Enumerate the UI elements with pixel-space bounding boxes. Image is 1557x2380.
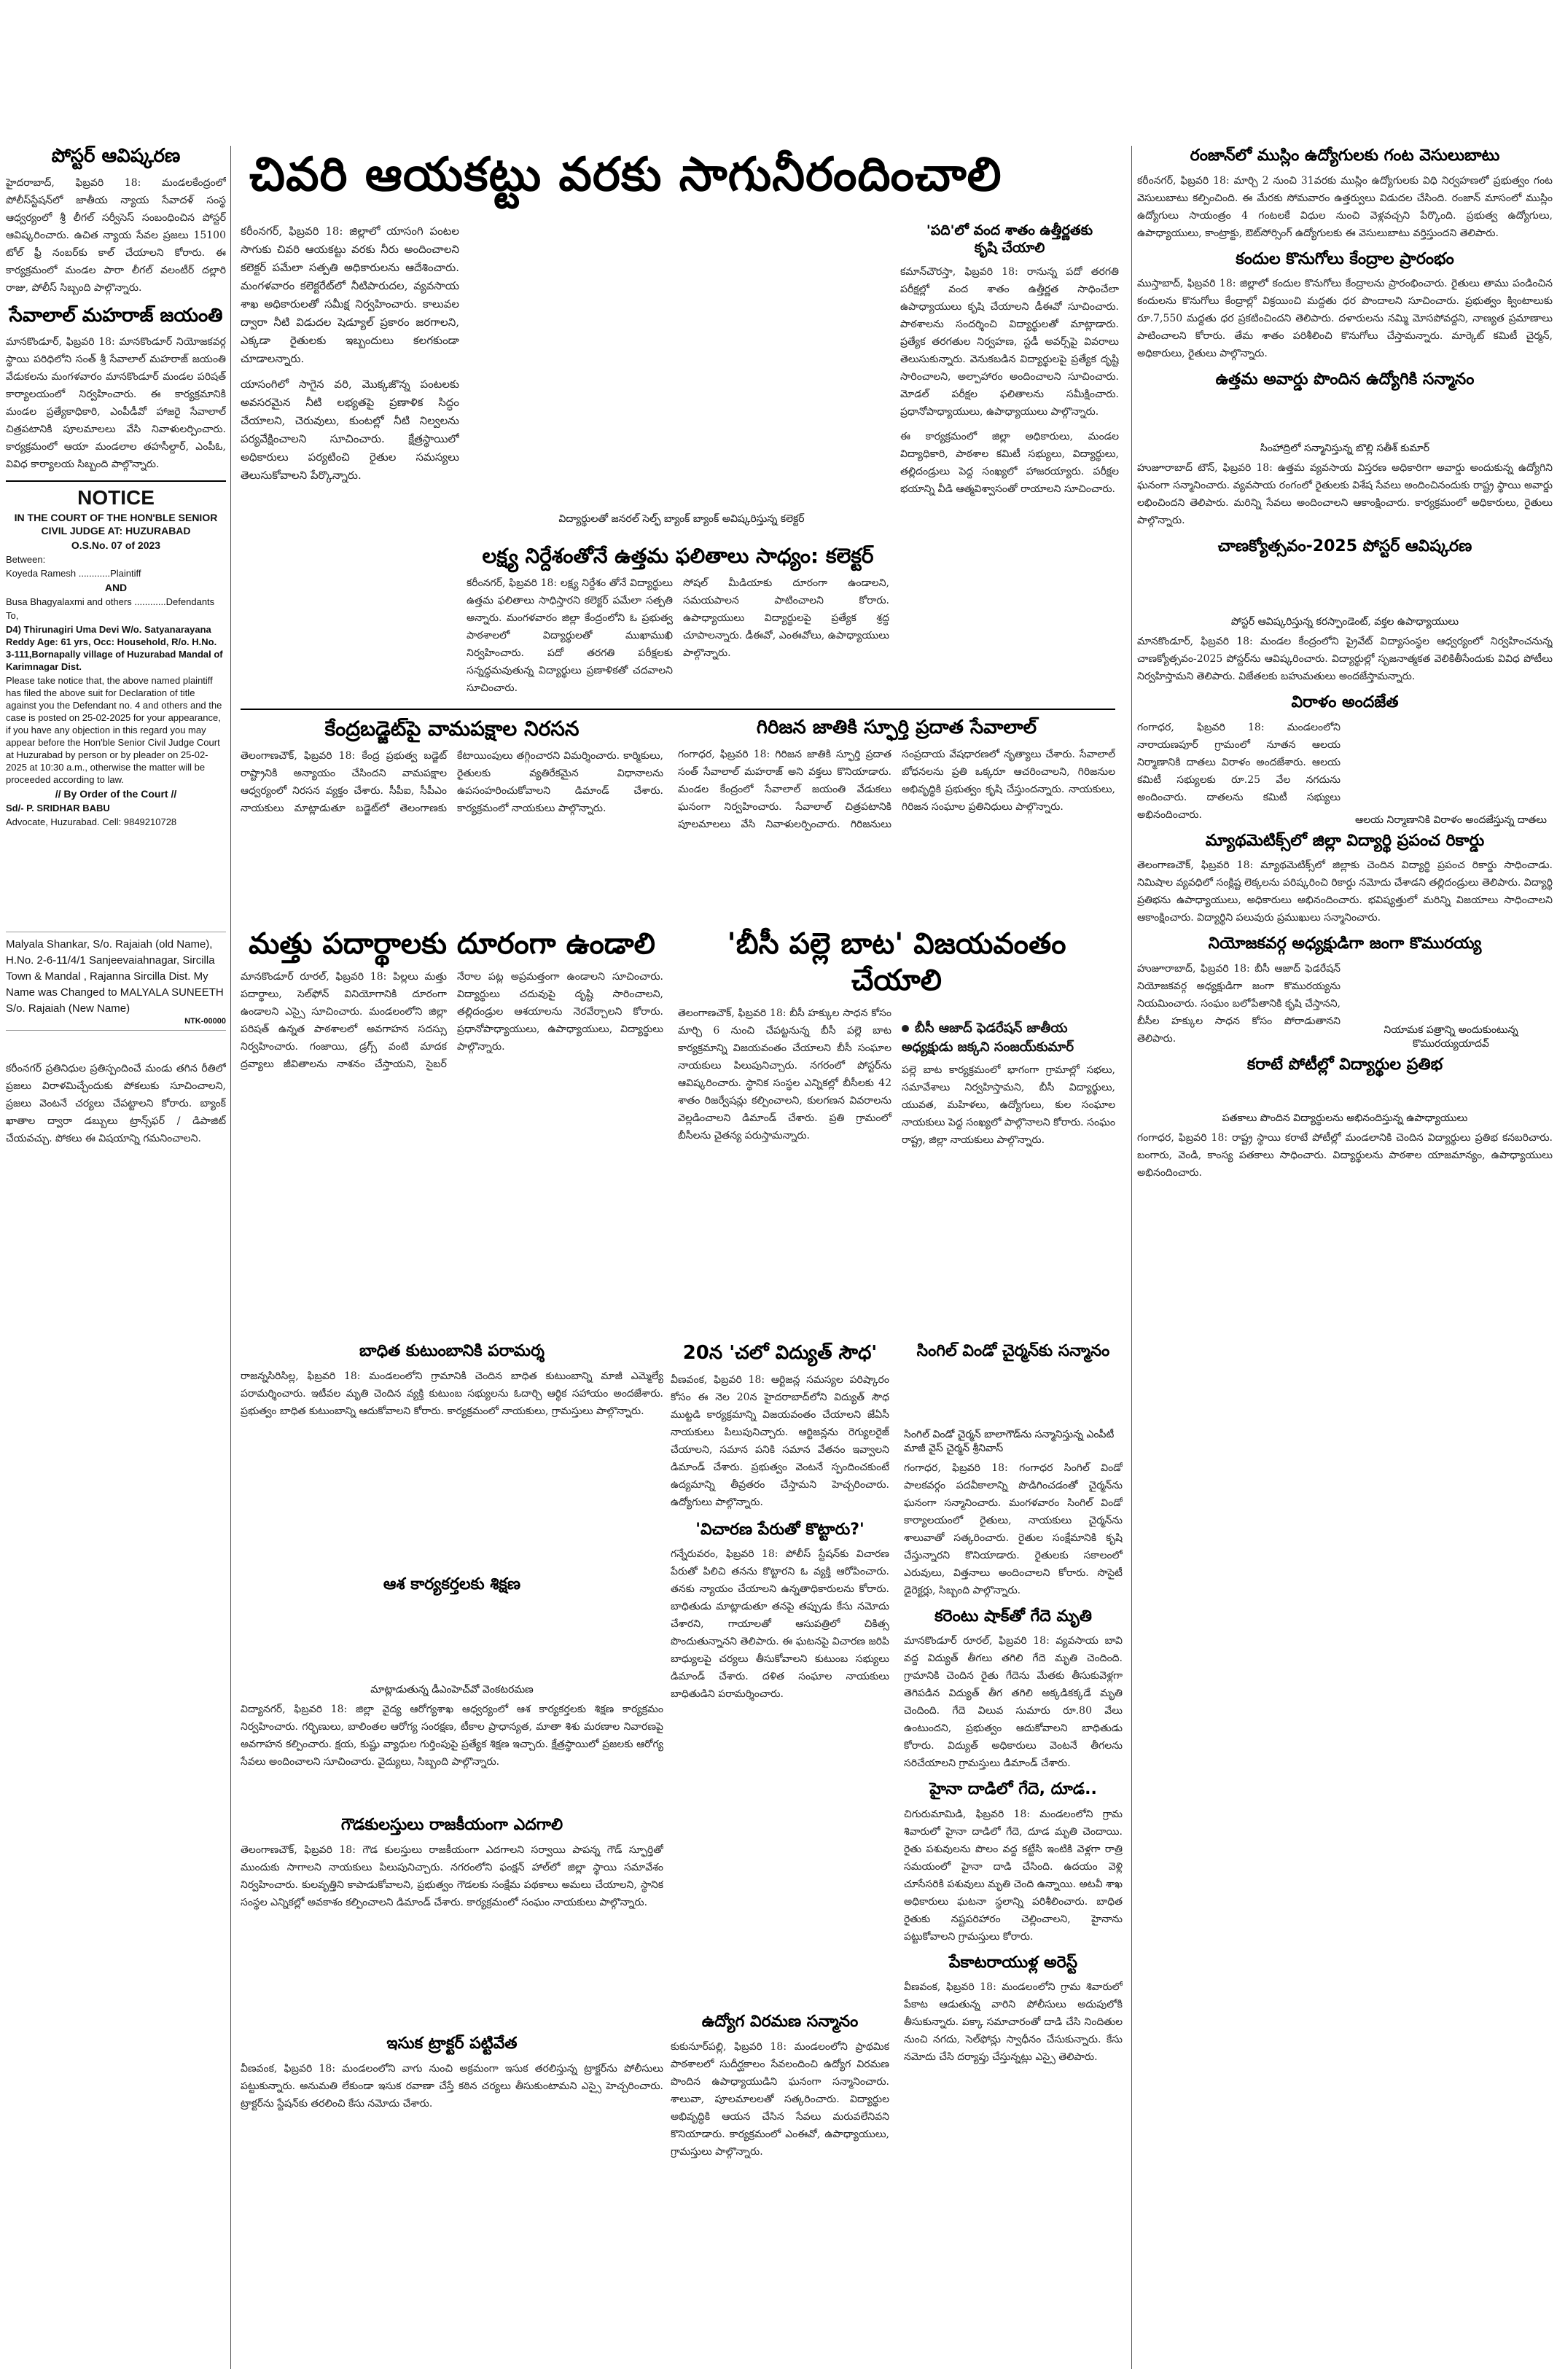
headline-sand-tractor: ఇసుక ట్రాక్టర్ పట్టివేత — [386, 2034, 518, 2053]
collector-article-cols — [467, 574, 889, 704]
bullet-icon — [902, 1025, 909, 1032]
column-asha-training — [241, 1575, 663, 1800]
bc-palle-cols — [678, 1004, 1115, 1156]
lead-image — [474, 222, 889, 514]
headline-karate: కరాటే పోటీల్లో విద్యార్థుల ప్రతిభ — [1246, 1055, 1443, 1074]
best-award-photo — [1137, 396, 1553, 440]
lead-paragraph-2: యాసంగిలో సాగైన వరి, మొక్కజొన్న పంటలకు అవసరమైన నీటి లభ్యతపై ప్రణాళిక సిద్ధం చేయాలని, చెరువులు, కుంటల్లో నీటి నిల్వలను పర్యవేక్షించాలని సూచించారు. క్షేత్రస్థాయిలో అధికారులు పర్యటించి రైతుల సమస్యలు తెలుసుకోవాలని పేర్కొన్నారు. — [241, 378, 459, 482]
article-family-visit: రాజన్నసిరిసిల్ల, ఫిబ్రవరి 18: మండలంలోని గ్రామానికి చెందిన బాధిత కుటుంబాన్ని మాజీ ఎమ్మెల్యే పరామర్శించారు. ఇటీవల మృతి చెందిన వ్యక్తి కుటుంబ సభ్యులను ఓదార్చి ఆర్థిక సహాయం అందజేశారు. ప్రభుత్వం బాధిత కుటుంబాన్ని ఆదుకోవాలని కోరారు. కార్యక్రమంలో నాయకులు, గ్రామస్తులు పాల్గొన్నారు. — [241, 1370, 663, 1417]
column-drugs — [241, 926, 663, 1341]
notice-order: // By Order of the Court // — [55, 788, 177, 800]
article-gouda: తెలంగాణచౌక్, ఫిబ్రవరి 18: గౌడ కులస్తులు రాజకీయంగా ఎదగాలని సర్వాయి పాపన్న గౌడ్ స్ఫూర్తితో ముందుకు సాగాలని నాయకులు పిలుపునిచ్చారు. నగరంలోని ఫంక్షన్ హాల్‌లో జిల్లా స్థాయి సమావేశం నిర్వహించారు. కులవృత్తిని కాపాడుకోవాలని, ప్రభుత్వం గౌడలకు సంక్షేమ పథకాలు అమలు చేయాలని, స్థానిక సంస్థల ఎన్నికల్లో అవకాశం కల్పించాలని డిమాండ్ చేశారు. కార్యక్రమంలో సంఘం నాయకులు పాల్గొన్నారు. — [241, 1843, 663, 1908]
article-collector-goal-a: కరీంనగర్, ఫిబ్రవరి 18: లక్ష్య నిర్దేశం తోనే విద్యార్థులు ఉత్తమ ఫలితాలు సాధిస్తారని కలెక్టర్ పమేలా సత్పతి అన్నారు. మంగళవారం జిల్లా కేంద్రంలోని ఓ ప్రభుత్వ పాఠశాలలో విద్యార్థులతో ముఖాముఖి నిర్వహించారు. పదో తరగతి పరీక్షలకు సన్నద్ధమవుతున్న విద్యార్థులు ప్రణాళికతో చదవాలని సూచించారు. — [467, 577, 673, 694]
headline-sevalal-inspiration: గిరిజన జాతికి స్ఫూర్తి ప్రదాత సేవాలాల్ — [756, 717, 1037, 738]
bc-palle-caption — [902, 1019, 1115, 1057]
name-change-ad — [6, 932, 226, 1031]
headline-gouda: గౌడకులస్తులు రాజకీయంగా ఎదగాలి — [340, 1816, 563, 1834]
notice-advocate: Advocate, Huzurabad. Cell: 9849210728 — [6, 816, 177, 827]
donation-photo-col — [1349, 719, 1553, 831]
headline-collector-goal: లక్ష్య నిర్దేశంతోనే ఉత్తమ ఫలితాలు సాధ్యం: కలెక్టర్ — [482, 544, 874, 568]
lead-caption: విద్యార్థులతో జనరల్ సెల్ఫ్ బ్యాంక్ బ్యాంక్ అవిష్కరిస్తున్న కలెక్టర్ — [558, 513, 805, 525]
constituency-caption: నియామక పత్రాన్ని అందుకుంటున్న కొమురయ్యయాదవ్ — [1384, 1023, 1518, 1050]
chanakyotsavam-caption: పోస్టర్ ఆవిష్కరిస్తున్న కరస్పాండెంట్, వక్తల ఉపాధ్యాయులు — [1230, 616, 1459, 628]
headline-donation: విరాళం అందజేత — [1291, 693, 1399, 711]
article-gamblers-arrest: వీణవంక, ఫిబ్రవరి 18: మండలంలోని గ్రామ శివారులో పేకాట ఆడుతున్న వారిని పోలీసులు అదుపులోకి తీసుకున్నారు. పక్కా సమాచారంతో దాడి చేసి నిందితుల నుంచి నగదు, సెల్‌ఫోన్లు స్వాధీనం చేసుకున్నారు. కేసు నమోదు చేసి దర్యాప్తు చేస్తున్నట్లు ఎస్సై తెలిపారు. — [904, 1981, 1123, 2063]
lead-paragraph-1: కరీంనగర్, ఫిబ్రవరి 18: జిల్లాలో యాసంగి పంటల సాగుకు చివరి ఆయకట్టు వరకు నీరు అందించాలని కలెక్టర్ పమేలా సత్పతి అధికారులను ఆదేశించారు. మంగళవారం కలెక్టరేట్‌లో నీటిపారుదల, వ్యవసాయ శాఖ అధికారులతో సమీక్ష నిర్వహించారు. కాలువల ద్వారా నీటి విడుదల షెడ్యూల్ ప్రకారం జరగాలని, ఎక్కడా రైతులకు ఇబ్బందులు కలగకుండా చూడాలన్నారు. — [241, 225, 459, 365]
column-left — [6, 144, 226, 2375]
column-divider — [230, 146, 231, 2369]
article-tenth-pass-b: ఈ కార్యక్రమంలో జిల్లా అధికారులు, మండల విద్యాధికారి, పాఠశాల కమిటీ సభ్యులు, విద్యార్థులు, తల్లిదండ్రులు పెద్ద సంఖ్యలో హాజరయ్యారు. పరీక్షల భయాన్ని వీడి ఆత్మవిశ్వాసంతో రాయాలని సూచించారు. — [900, 430, 1119, 495]
article-bc-palle: తెలంగాణచౌక్, ఫిబ్రవరి 18: బీసీ హక్కుల సాధన కోసం మార్చి 6 నుంచి చేపట్టనున్న బీసీ పల్లె బాట కార్యక్రమాన్ని విజయవంతం చేయాలని బీసీ సంఘాల నాయకులు పిలుపునిచ్చారు. నగరంలో పోస్టర్‌ను ఆవిష్కరించారు. స్థానిక సంస్థల ఎన్నికల్లో బీసీలకు 42 శాతం రిజర్వేషన్లు కల్పించాలని, కులగణన వివరాలను వెల్లడించాలని డిమాండ్ చేశారు. ప్రతి గ్రామంలో బీసీలను చైతన్య పరుస్తామన్నారు. — [678, 1007, 891, 1142]
headline-tenth-pass-line1: 'పది'లో వంద శాతం ఉత్తీర్ణతకు — [926, 222, 1093, 238]
notice-title: NOTICE — [77, 486, 155, 509]
headline-bc-palle: 'బీసీ పల్లె బాట' విజయవంతం చేయాలి — [727, 927, 1066, 997]
notice-court: IN THE COURT OF THE HON'BLE SENIOR CIVIL JUDGE AT: HUZURABAD — [14, 512, 218, 537]
article-tenth-pass: కమాన్‌చౌరస్తా, ఫిబ్రవరి 18: రానున్న పదో తరగతి పరీక్షల్లో వంద శాతం ఉత్తీర్ణత సాధించేలా ఉపాధ్యాయులు కృషి చేయాలని డీఈవో సూచించారు. పాఠశాలను సందర్శించి విద్యార్థులతో మాట్లాడారు. ప్రత్యేక తరగతుల నిర్వహణ, స్టడీ అవర్స్‌పై వివరాలు తెలుసుకున్నారు. వెనుకబడిన విద్యార్థులపై ప్రత్యేక దృష్టి సారించాలని, అల్పాహారం అందించాలని సూచించారు. మోడల్ పరీక్షల ఫలితాలను సమీక్షించారు. ప్రధానోపాధ్యాయులు, ఉపాధ్యాయులు పాల్గొన్నారు. — [900, 265, 1119, 418]
bc-palle-photo — [902, 1004, 1115, 1019]
single-window-caption: సింగిల్ విండో చైర్మన్ బాలాగౌడ్‌ను సన్మానిస్తున్న ఎంపీటీ మాజీ వైస్ చైర్మన్ శ్రీనివాస్ — [904, 1428, 1115, 1454]
article-sand-tractor: వీణవంక, ఫిబ్రవరి 18: మండలంలోని వాగు నుంచి అక్రమంగా ఇసుక తరలిస్తున్న ట్రాక్టర్‌ను పోలీసులు పట్టుకున్నారు. అనుమతి లేకుండా ఇసుక రవాణా చేస్తే కఠిన చర్యలు తీసుకుంటామని ఎస్సై హెచ్చరించారు. ట్రాక్టర్‌ను స్టేషన్‌కు తరలించి కేసు నమోదు చేశారు. — [241, 2062, 663, 2110]
headline-family-visit: బాధిత కుటుంబానికి పరామర్శ — [359, 1342, 545, 1360]
karate-caption: పతకాలు పొందిన విద్యార్థులను అభినందిస్తున్న ఉపాధ్యాయులు — [1222, 1112, 1468, 1124]
asha-photo — [241, 1601, 663, 1681]
notice-text: Please take notice that, the above named plaintiff has filed the above suit for Declaration of title against you the Defendant no. 4 and others and the case is posted on 25-02-2025 for your appearance, if you have any objection in this regard you may appear before the Hon'ble Senior Civil Judge Court at Huzurabad by person or by pleader on 25-02-2025 at 10:30 a.m., otherwise the matter will be proceeded according to law. — [6, 675, 222, 785]
karate-photo — [1137, 1080, 1553, 1109]
headline-chanakyotsavam: చాణక్యోత్సవం-2025 పోస్టర్ ఆవిష్కరణ — [1217, 537, 1472, 555]
notice-case-number: O.S.No. 07 of 2023 — [71, 539, 161, 551]
article-electric-shock: మానకొండూర్ రూరల్, ఫిబ్రవరి 18: వ్యవసాయ బావి వద్ద విద్యుత్ తీగలు తగిలి గేదె మృతి చెందింది. గ్రామానికి చెందిన రైతు గేదెను మేతకు తీసుకువెళ్లగా తెగిపడిన విద్యుత్ తీగ తగిలి అక్కడికక్కడే మృతి చెందింది. గేదె విలువ సుమారు రూ.80 వేలు ఉంటుందని, ప్రభుత్వం ఆదుకోవాలని బాధితుడు కోరారు. విద్యుత్ అధికారులు వెంటనే తీగలను సరిచేయాలని గ్రామస్తులు డిమాండ్ చేశారు. — [904, 1635, 1123, 1769]
section-divider — [241, 709, 1115, 710]
headline-drugs: మత్తు పదార్థాలకు దూరంగా ఉండాలి — [249, 927, 655, 961]
ad-code: NTK-00000 — [184, 1017, 226, 1026]
column-single-window — [904, 1341, 1123, 2362]
headline-asha-training: ఆశ కార్యకర్తలకు శిక్షణ — [383, 1575, 521, 1593]
article-hyena-attack: చిగురుమామిడి, ఫిబ్రవరి 18: మండలంలోని గ్రామ శివారులో హైనా దాడిలో గేదె, దూడ మృతి చెందాయి. రైతు పశువులను పొలం వద్ద కట్టేసి ఇంటికి వెళ్లగా రాత్రి సమయంలో హైనా దాడి చేసింది. ఉదయం వెళ్లి చూసేసరికి పశువులు మృతి చెంది ఉన్నాయి. అటవీ శాఖ అధికారులు ఘటనా స్థలాన్ని పరిశీలించారు. బాధిత రైతుకు నష్టపరిహారం చెల్లించాలని, హైనాను పట్టుకోవాలని గ్రామస్తులు కోరారు. — [904, 1808, 1123, 1943]
donation-caption: ఆలయ నిర్మాణానికి విరాళం అందజేస్తున్న దాతలు — [1354, 814, 1548, 826]
column-bc-palle — [678, 926, 1115, 1334]
article-bc-palle-b: పల్లె బాట కార్యక్రమంలో భాగంగా గ్రామాల్లో సభలు, సమావేశాలు నిర్వహిస్తామని, బీసీ విద్యార్థులు, యువత, మహిళలు, ఉద్యోగులు, కుల సంఘాల నాయకులు పెద్ద సంఖ్యలో పాల్గొనాలని కోరారు. సంఘం రాష్ట్ర, జిల్లా నాయకులు పాల్గొన్నారు. — [902, 1064, 1115, 1146]
column-center-left — [467, 543, 889, 711]
headline-ramzan: రంజాన్‌లో ముస్లిం ఉద్యోగులకు గంట వెసులుబాటు — [1190, 147, 1500, 165]
notice-addressee: D4) Thirunagiri Uma Devi W/o. Satyanarayana Reddy Age: 61 yrs, Occ: Household, R/o. H.No. 3-111,Bornapally village of Huzurabad Mandal of Karimnagar Dist. — [6, 624, 223, 672]
article-maths-record: తెలంగాణచౌక్, ఫిబ్రవరి 18: మ్యాథమెటిక్స్‌లో జిల్లాకు చెందిన విద్యార్థి ప్రపంచ రికార్డు సాధించాడు. నిమిషాల వ్యవధిలో సంక్లిష్ట లెక్కలను పరిష్కరించి రికార్డు నమోదు చేశాడని తల్లిదండ్రులు తెలిపారు. విద్యార్థి ప్రతిభను ఉపాధ్యాయులు, అధికారులు అభినందించారు. భవిష్యత్తులో మరిన్ని విజయాలు సాధించాలని ఆకాంక్షించారు. విద్యార్థిని పలువురు ప్రముఖులు సన్మానించారు. — [1137, 859, 1553, 924]
headline-single-window: సింగిల్ విండో చైర్మన్‌కు సన్మానం — [916, 1342, 1110, 1360]
article-chanakyotsavam: మానకొండూర్, ఫిబ్రవరి 18: మండల కేంద్రంలోని ప్రైవేట్ విద్యాసంస్థల ఆధ్వర్యంలో నిర్వహించనున్న చాణక్యోత్సవం-2025 పోస్టర్‌ను ఆవిష్కరించారు. విద్యార్థుల్లో సృజనాత్మకత వెలికితీసేందుకు వివిధ పోటీలు నిర్వహిస్తామని తెలిపారు. విజేతలకు బహుమతులు అందజేస్తామన్నారు. — [1137, 636, 1553, 682]
headline-gamblers-arrest: పేకాటరాయుళ్ల అరెస్ట్ — [948, 1953, 1078, 1972]
best-award-caption: సింహాద్రిలో సన్మానిస్తున్న బొల్లి సతీశ్ కుమార్ — [1260, 442, 1430, 454]
column-gouda — [241, 1815, 663, 2008]
name-change-text: Malyala Shankar, S/o. Rajaiah (old Name), H.No. 2-6-11/4/1 Sanjeevaiahnagar, Sircilla Town & Mandal , Rajanna Sircilla Dist. My Name was Changed to MALYALA SUNEETH S/o. Rajaiah (New Name) — [6, 938, 224, 1015]
article-donation: గంగాధర, ఫిబ్రవరి 18: మండలంలోని నారాయణపూర్ గ్రామంలో నూతన ఆలయ నిర్మాణానికి దాతలు విరాళం అందజేశారు. ఆలయ కమిటీ సభ్యులకు రూ.25 వేల నగదును అందించారు. దాతలను కమిటీ సభ్యులు అభినందించారు. — [1137, 721, 1341, 821]
notice-between: Between: — [6, 554, 46, 565]
headline-retirement: ఉద్యోగ విరమణ సన్మానం — [701, 2013, 859, 2031]
article-inquiry: గన్నేరువరం, ఫిబ్రవరి 18: పోలీస్ స్టేషన్‌కు విచారణ పేరుతో పిలిచి తనను కొట్టారని ఓ వ్యక్తి ఆరోపించారు. తనకు న్యాయం చేయాలని ఉన్నతాధికారులను కోరారు. బాధితుడు మాట్లాడుతూ తనపై తప్పుడు కేసు నమోదు చేశారని, గాయాలతో ఆసుపత్రిలో చికిత్స పొందుతున్నానని తెలిపారు. ఈ ఘటనపై విచారణ జరిపి బాధ్యులపై చర్యలు తీసుకోవాలని కుటుంబ సభ్యులు డిమాండ్ చేశారు. దళిత సంఘాల నాయకులు బాధితుడిని పరామర్శించారు. — [671, 1548, 889, 1700]
headline-budget-protest: కేంద్రబడ్జెట్‌పై వామపక్షాల నిరసన — [324, 717, 580, 741]
notice-to: To, — [6, 610, 19, 621]
notice-signature: Sd/- P. SRIDHAR BABU — [6, 803, 110, 814]
headline-sevalal-jayanti: సేవాలాల్ మహరాజ్ జయంతి — [9, 304, 223, 327]
headline-hyena-attack: హైనా దాడిలో గేదె, దూడ.. — [929, 1780, 1097, 1798]
chanakyotsavam-photo — [1137, 562, 1553, 613]
bc-palle-caption-text: బీసీ ఆజాద్ ఫెడరేషన్ జాతీయ అధ్యక్షుడు జక్కని సంజయ్‌కుమార్ — [902, 1021, 1074, 1055]
spacer — [6, 1031, 226, 1060]
notice-defendants: Busa Bhagyalaxmi and others ............Defendants — [6, 596, 215, 607]
article-ramzan: కరీంనగర్, ఫిబ్రవరి 18: మార్చి 2 నుంచి 31వరకు ముస్లిం ఉద్యోగులకు విధి నిర్వహణలో ప్రభుత్వం గంట వెసులుబాటు కల్పించింది. ఈ మేరకు సోమవారం ఉత్తర్వులు విడుదల చేసింది. రంజాన్ మాసంలో ముస్లిం ఉద్యోగులు సాయంత్రం 4 గంటలకే విధుల నుంచి వెళ్లవచ్చని పేర్కొంది. ప్రభుత్వ ఉద్యోగులు, ఉపాధ్యాయులు, కాంట్రాక్టు, ఔట్‌సోర్సింగ్ ఉద్యోగులకు ఈ వెసులుబాటు వర్తిస్తుందని తెలిపారు. — [1137, 174, 1553, 239]
headline-red-gram: కందుల కొనుగోలు కేంద్రాల ప్రారంభం — [1236, 249, 1454, 268]
article-asha-training: విద్యానగర్, ఫిబ్రవరి 18: జిల్లా వైద్య ఆరోగ్యశాఖ ఆధ్వర్యంలో ఆశ కార్యకర్తలకు శిక్షణ కార్యక్రమం నిర్వహించారు. గర్భిణులు, బాలింతల ఆరోగ్య సంరక్షణ, టీకాల ప్రాధాన్యత, మాతా శిశు మరణాల నివారణపై అవగాహన కల్పించారు. క్షయ, కుష్టు వ్యాధుల గుర్తింపుపై ప్రత్యేక శిక్షణ ఇచ్చారు. క్షేత్రస్థాయిలో ప్రజలకు ఆరోగ్య సేవలు అందించాలని సూచించారు. వైద్యులు, సిబ్బంది పాల్గొన్నారు. — [241, 1703, 663, 1768]
article-retirement: కుకునూర్‌పల్లి, ఫిబ్రవరి 18: మండలంలోని ప్రాథమిక పాఠశాలలో సుదీర్ఘకాలం సేవలందించి ఉద్యోగ విరమణ పొందిన ఉపాధ్యాయుడిని ఘనంగా సన్మానించారు. శాలువా, పూలమాలలతో సత్కరించారు. విద్యార్థుల అభివృద్ధికి ఆయన చేసిన సేవలు మరువలేనివని కొనియాడారు. కార్యక్రమంలో ఎంఈవో, ఉపాధ్యాయులు, గ్రామస్తులు పాల్గొన్నారు. — [671, 2040, 889, 2158]
constituency-block — [1137, 960, 1553, 1055]
headline-electric-shock: కరెంటు షాక్‌తో గేదె మృతి — [934, 1607, 1092, 1626]
headline-vidyut-soudha: 20న 'చలో విద్యుత్ సౌధ' — [682, 1342, 878, 1364]
article-budget-protest: తెలంగాణచౌక్, ఫిబ్రవరి 18: కేంద్ర ప్రభుత్వ బడ్జెట్ రాష్ట్రానికి అన్యాయం చేసిందని వామపక్షాల ఆధ్వర్యంలో నిరసన వ్యక్తం చేశారు. సీపీఐ, సీపీఎం నాయకులు మాట్లాడుతూ బడ్జెట్‌లో తెలంగాణకు కేటాయింపులు తగ్గించారని విమర్శించారు. కార్మికులు, రైతులకు వ్యతిరేకమైన విధానాలను ఉపసంహరించుకోవాలని డిమాండ్ చేశారు. కార్యక్రమంలో నాయకులు పాల్గొన్నారు. — [241, 750, 663, 814]
column-retirement — [671, 2012, 889, 2369]
article-left-bottom: కరీంనగర్ ప్రతినిధుల ప్రతిస్పందించే మండు తగిన రీతిలో ప్రజలు విరాళమిచ్చేందుకు పోకలుకు సూచించాలని, ప్రజలు వెంటనే చర్యలు చేపట్టాలని కోరారు. బ్యాంక్ ఖాతాల ద్వారా డబ్బులు ట్రాన్స్‌ఫర్ / డిపాజిట్ చేయవచ్చు. పోకలు ఈ విషయాన్ని గమనించాలని. — [6, 1063, 226, 1144]
constituency-photo-col — [1349, 960, 1553, 1055]
article-red-gram: ముస్తాబాద్, ఫిబ్రవరి 18: జిల్లాలో కందుల కొనుగోలు కేంద్రాలను ప్రారంభించారు. రైతులు తాము పండించిన కందులను కొనుగోలు కేంద్రాల్లో విక్రయించి మద్దతు ధర పొందాలని సూచించారు. ప్రభుత్వం క్వింటాలుకు రూ.7,550 మద్దతు ధర ప్రకటించిందని తెలిపారు. దళారులను నమ్మి మోసపోవద్దని, నాణ్యత ప్రమాణాలు పాటించాలని కోరారు. తేమ శాతం పరిశీలించి కొనుగోలు చేస్తామన్నారు. మార్కెట్ కమిటీ చైర్మన్, అధికారులు, రైతులు పాల్గొన్నారు. — [1137, 278, 1553, 359]
spacer — [6, 830, 226, 932]
column-sand-tractor — [241, 2034, 663, 2165]
article-sevalal-inspiration: గంగాధర, ఫిబ్రవరి 18: గిరిజన జాతికి స్ఫూర్తి ప్రదాత సంత్ సేవాలాల్ మహరాజ్ అని వక్తలు కొనియాడారు. మండల కేంద్రంలో సేవాలాల్ జయంతి వేడుకలు ఘనంగా నిర్వహించారు. సేవాలాల్ చిత్రపటానికి పూలమాలలు వేసి నివాళులర్పించారు. గిరిజనులు సంప్రదాయ వేషధారణలో నృత్యాలు చేశారు. సేవాలాల్ బోధనలను ప్రతి ఒక్కరూ ఆచరించాలని, గిరిజనుల అభివృద్ధికి ప్రభుత్వం కృషి చేస్తుందన్నారు. నాయకులు, గిరిజన సంఘాల ప్రతినిధులు పాల్గొన్నారు. — [678, 748, 1115, 830]
column-right — [1137, 146, 1553, 2376]
article-collector-goal-b: సోషల్ మీడియాకు దూరంగా ఉండాలని, సమయపాలన పాటించాలని కోరారు. ఉపాధ్యాయులు విద్యార్థులపై ప్రత్యేక శ్రద్ధ చూపాలన్నారు. డీఈవో, ఎంఈవోలు, ఉపాధ్యాయులు పాల్గొన్నారు. — [683, 577, 889, 659]
asha-caption: మాట్లాడుతున్న డీఎంహెచ్‌వో వెంకటరమణ — [370, 1683, 534, 1696]
column-center-right — [900, 222, 1119, 696]
article-karate: గంగాధర, ఫిబ్రవరి 18: రాష్ట్ర స్థాయి కరాటే పోటీల్లో మండలానికి చెందిన విద్యార్థులు ప్రతిభ కనబరిచారు. బంగారు, వెండి, కాంస్య పతకాలు సాధించారు. విద్యార్థులను పాఠశాల యాజమాన్యం, ఉపాధ్యాయులు అభినందించారు. — [1137, 1132, 1553, 1179]
article-poster-launch: హైదరాబాద్, ఫిబ్రవరి 18: మండలకేంద్రంలో పోలీస్‌స్టేషన్‌లో జాతీయ న్యాయ సేవాదళ్ సంస్థ ఆధ్వర్యంలో శ్రీ లీగల్ సర్వీసెస్ సంబంధించిన పోస్టర్ ఆవిష్కరించారు. ఉచిత న్యాయ సేవల ప్రజలు 15100 టోల్ ఫ్రీ నంబర్‌కు కాల్ చేయాలని కోరారు. ఈ కార్యక్రమంలో మండల పారా లీగల్ వలంటీర్ దల్లారి రాజు, పోలీస్ సిబ్బంది పాల్గొన్నారు. — [6, 176, 226, 294]
best-award-block — [1137, 396, 1553, 459]
single-window-photo — [904, 1367, 1123, 1426]
headline-tenth-pass — [900, 222, 1119, 257]
column-family-visit — [241, 1341, 663, 1465]
lead-body-2 — [474, 510, 889, 539]
column-budget-protest — [241, 716, 663, 913]
lead-body — [241, 222, 459, 718]
article-vidyut-soudha: వీణవంక, ఫిబ్రవరి 18: ఆర్టిజన్ల సమస్యల పరిష్కారం కోసం ఈ నెల 20న హైదరాబాద్‌లోని విద్యుత్ సౌధ ముట్టడి కార్యక్రమాన్ని విజయవంతం చేయాలని జేఏసీ నాయకులు పిలుపునిచ్చారు. ఆర్టిజన్లను రెగ్యులరైజ్ చేయాలని, సమాన పనికి సమాన వేతనం ఇవ్వాలని డిమాండ్ చేశారు. ప్రభుత్వం వెంటనే స్పందించకుంటే ఉద్యమాన్ని తీవ్రతరం చేస్తామని హెచ్చరించారు. ఉద్యోగులు పాల్గొన్నారు. — [671, 1373, 889, 1508]
donation-block — [1137, 719, 1553, 831]
article-drugs: మానకొండూర్ రూరల్, ఫిబ్రవరి 18: పిల్లలు మత్తు పదార్థాలు, సెల్‌ఫోన్ వినియోగానికి దూరంగా ఉండాలని ఎస్సై సూచించారు. మండలంలోని జిల్లా పరిషత్ ఉన్నత పాఠశాలలో అవగాహన సదస్సు నిర్వహించారు. గంజాయి, డ్రగ్స్ వంటి మాదక ద్రవ్యాలు జీవితాలను నాశనం చేస్తాయని, సైబర్ నేరాల పట్ల అప్రమత్తంగా ఉండాలని సూచించారు. విద్యార్థులు చదువుపై దృష్టి సారించాలని, తల్లిదండ్రుల ఆశయాలను నెరవేర్చాలని కోరారు. ప్రధానోపాధ్యాయులు, ఉపాధ్యాయులు, విద్యార్థులు పాల్గొన్నారు. — [241, 971, 663, 1070]
article-best-award: హుజూరాబాద్ టౌన్, ఫిబ్రవరి 18: ఉత్తమ వ్యవసాయ విస్తరణ అధికారిగా అవార్డు అందుకున్న ఉద్యోగిని ఘనంగా సన్మానించారు. వ్యవసాయ రంగంలో రైతులకు విశేష సేవలు అందించినందుకు రాష్ట్ర స్థాయి అవార్డు లభించిందని తెలిపారు. మరిన్ని సేవలు అందించాలని ఆకాంక్షించారు. కార్యక్రమంలో అధికారులు, రైతులు పాల్గొన్నారు. — [1137, 461, 1553, 526]
article-constituency-president: హుజూరాబాద్, ఫిబ్రవరి 18: బీసీ ఆజాద్ ఫెడరేషన్ నియోజకవర్గ అధ్యక్షుడిగా జంగా కొమురయ్యను నియమించారు. సంఘం బలోపేతానికి కృషి చేస్తానని, బీసీల హక్కుల సాధన కోసం పోరాడుతానని తెలిపారు. — [1137, 962, 1341, 1045]
best-award-photo-col — [1137, 396, 1553, 459]
lead-headline: చివరి ఆయకట్టు వరకు సాగునీరందించాలి — [249, 148, 1002, 202]
headline-inquiry: 'విచారణ పేరుతో కొట్టారు?' — [695, 1520, 865, 1539]
column-divider — [1131, 146, 1132, 2369]
article-sevalal-jayanti: మానకొండూర్, ఫిబ్రవరి 18: మానకొండూర్ నియోజకవర్గ స్థాయి పరిధిలోని సంత్ శ్రీ సేవాలాల్ మహరాజ్ జయంతి వేడుకలను మంగళవారం మానకొండూర్ మండల పరిషత్ కార్యాలయంలో నిర్వహించారు. ఈ కార్యక్రమానికి మండల ప్రత్యేకాధికారి, ఎంపీడీవో హాజరై సేవాలాల్ చిత్రపటానికి పూలమాలలు వేసి నివాళులర్పించారు. కార్యక్రమంలో ఆయా మండలాల తహసీల్దార్, ఎంపీఓ, వివిధ కార్యాలయ సిబ్బంది పాల్గొన్నారు. — [6, 336, 226, 470]
column-vidyut-soudha — [671, 1341, 889, 1720]
notice-and: AND — [104, 582, 128, 593]
headline-constituency-president: నియోజకవర్గ అధ్యక్షుడిగా జంగా కొమురయ్య — [1208, 935, 1482, 953]
notice-plaintiff: Koyeda Ramesh ............Plaintiff — [6, 568, 141, 579]
headline-poster-launch: పోస్టర్ ఆవిష్కరణ — [51, 145, 181, 167]
headline-best-award: ఉత్తమ అవార్డు పొందిన ఉద్యోగికి సన్మానం — [1215, 370, 1475, 389]
headline-maths-record: మ్యాథమెటిక్స్‌లో జిల్లా విద్యార్థి ప్రపంచ రికార్డు — [1205, 831, 1485, 850]
column-sevalal-inspiration — [678, 716, 1115, 920]
headline-tenth-pass-line2: కృషి చేయాలి — [974, 239, 1045, 256]
article-single-window: గంగాధర, ఫిబ్రవరి 18: గంగాధర సింగిల్ విండో పాలకవర్గం పదవీకాలాన్ని పొడిగించడంతో చైర్మన్‌ను ఘనంగా సన్మానించారు. మంగళవారం సింగిల్ విండో కార్యాలయంలో రైతులు, నాయకులు చైర్మన్‌ను శాలువాతో సత్కరించారు. రైతుల సంక్షేమానికి కృషి చేస్తున్నారని కొనియాడారు. రైతులకు సకాలంలో ఎరువులు, విత్తనాలు అందించాలని కోరారు. సొసైటీ డైరెక్టర్లు, సిబ్బంది పాల్గొన్నారు. — [904, 1462, 1123, 1596]
bc-palle-right — [902, 1004, 1115, 1156]
legal-notice — [6, 480, 226, 828]
lead-photo — [474, 222, 889, 514]
